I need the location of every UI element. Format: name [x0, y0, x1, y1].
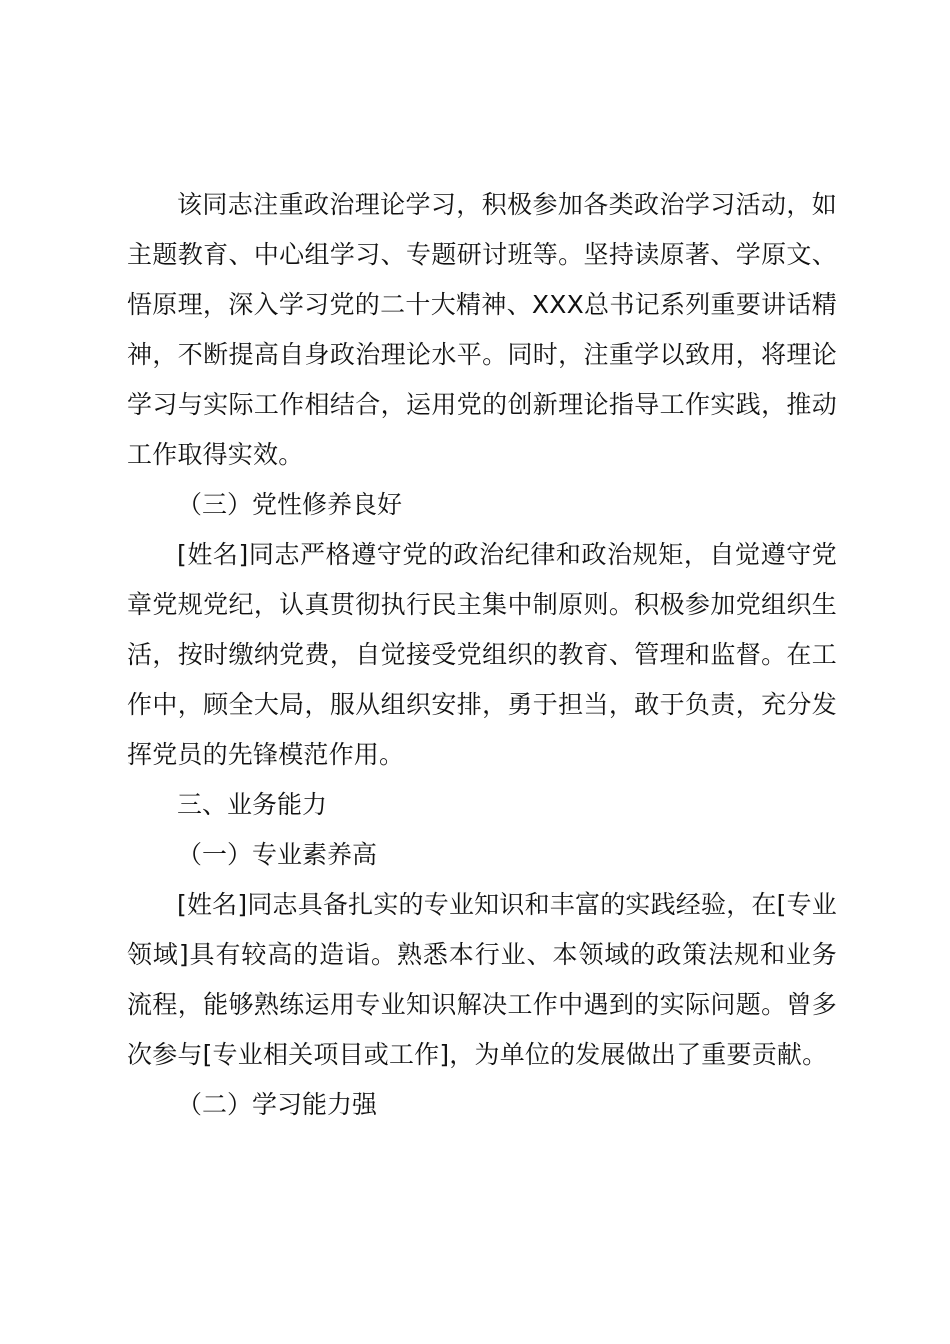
paragraph-professional-knowledge: [姓名]同志具备扎实的专业知识和丰富的实践经验，在[专业领域]具有较高的造诣。熟悉本行业、本领域的政策法规和业务流程，能够熟练运用专业知识解决工作中遇到的实际问题。曾多次参与[专业相关项目或工作]，为单位的发展做出了重要贡献。	[127, 890, 837, 1069]
heading-business-ability: 三、业务能力	[177, 790, 328, 819]
document-body	[127, 180, 837, 1130]
heading-professional-quality: （一）专业素养高	[177, 840, 378, 869]
heading-party-spirit: （三）党性修养良好	[177, 490, 403, 519]
paragraph-political-theory: 该同志注重政治理论学习，积极参加各类政治学习活动，如主题教育、中心组学习、专题研讨班等。坚持读原著、学原文、悟原理，深入学习党的二十大精神、XXX总书记系列重要讲话精神，不断提高自身政治理论水平。同时，注重学以致用，将理论学习与实际工作相结合，运用党的创新理论指导工作实践，推动工作取得实效。	[127, 190, 837, 469]
heading-learning-ability: （二）学习能力强	[177, 1090, 378, 1119]
paragraph-party-discipline: [姓名]同志严格遵守党的政治纪律和政治规矩，自觉遵守党章党规党纪，认真贯彻执行民主集中制原则。积极参加党组织生活，按时缴纳党费，自觉接受党组织的教育、管理和监督。在工作中，顾全大局，服从组织安排，勇于担当，敢于负责，充分发挥党员的先锋模范作用。	[127, 540, 837, 769]
